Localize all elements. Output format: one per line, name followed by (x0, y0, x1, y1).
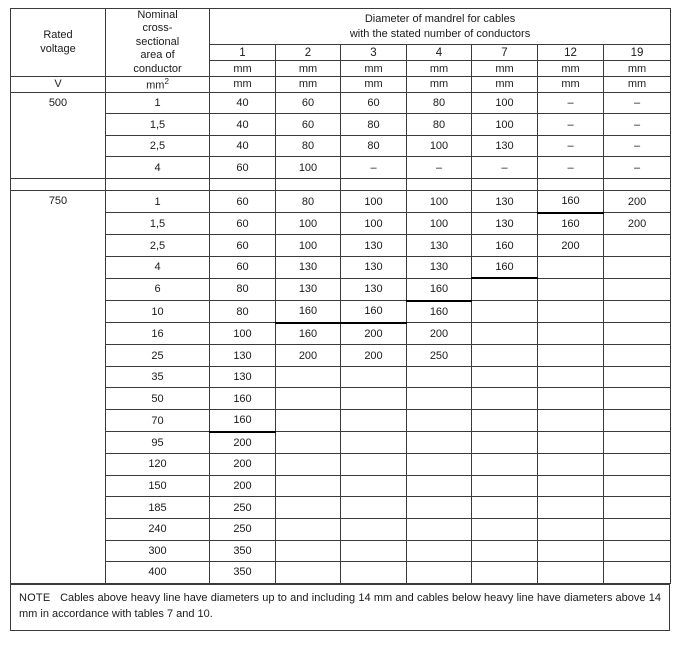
cell-mandrel-diameter: 100 (276, 235, 341, 257)
gap-cell (604, 179, 671, 191)
table-row (11, 256, 671, 278)
cell-nominal-area: 400 (106, 562, 210, 584)
cell-mandrel-diameter (407, 475, 472, 497)
cell-mandrel-diameter (604, 410, 671, 432)
cell-mandrel-diameter (538, 540, 604, 562)
cell-mandrel-diameter (341, 366, 407, 388)
cell-mandrel-diameter (604, 301, 671, 323)
note-text: Cables above heavy line have diameters up to and including 14 mm and cables below heavy line have diameters above 14 mm in accordance with tables 7 and 10. (19, 591, 661, 620)
unit-voltage: V (11, 77, 106, 93)
gap-cell (276, 179, 341, 191)
cell-mandrel-diameter: 40 (210, 114, 276, 136)
cell-mandrel-diameter: 100 (407, 191, 472, 213)
unit-mm-4: mm (407, 61, 472, 77)
cell-mandrel-diameter (341, 497, 407, 519)
header-mandrel-diameter-title (210, 9, 671, 45)
unit-area-text: mm (146, 79, 165, 92)
header-rated-voltage (11, 9, 106, 77)
unit-mm-7: mm (472, 61, 538, 77)
table-row (11, 301, 671, 323)
cell-mandrel-diameter (407, 518, 472, 540)
table-row (11, 366, 671, 388)
cell-mandrel-diameter (276, 388, 341, 410)
unit-mm-3: mm (341, 61, 407, 77)
table-row (11, 432, 671, 454)
cell-mandrel-diameter (472, 475, 538, 497)
cell-mandrel-diameter (407, 432, 472, 454)
cell-mandrel-diameter: 80 (276, 135, 341, 157)
cell-mandrel-diameter (604, 256, 671, 278)
cell-mandrel-diameter: 130 (276, 256, 341, 278)
header-conductors-1: 1 (210, 45, 276, 61)
cell-mandrel-diameter (604, 345, 671, 367)
cell-mandrel-diameter: 160 (472, 256, 538, 278)
cell-mandrel-diameter: 130 (210, 366, 276, 388)
cell-nominal-area: 1 (106, 191, 210, 213)
unit-mm-3b: mm (341, 77, 407, 93)
header-nominal-area (106, 9, 210, 77)
unit-mm-7b: mm (472, 77, 538, 93)
cell-mandrel-diameter (604, 540, 671, 562)
cell-mandrel-diameter (472, 497, 538, 519)
table-row (11, 518, 671, 540)
cell-mandrel-diameter: – (538, 157, 604, 179)
group-separator-row (11, 179, 671, 191)
cell-mandrel-diameter (276, 454, 341, 476)
cell-mandrel-diameter: 60 (276, 114, 341, 136)
cell-mandrel-diameter: 130 (472, 191, 538, 213)
cell-nominal-area: 300 (106, 540, 210, 562)
cell-mandrel-diameter: – (341, 157, 407, 179)
cell-mandrel-diameter: 100 (407, 213, 472, 235)
cell-rated-voltage: 750 (11, 191, 106, 584)
cell-mandrel-diameter: 80 (341, 135, 407, 157)
cell-mandrel-diameter (472, 323, 538, 345)
cell-mandrel-diameter (604, 366, 671, 388)
table-row (11, 157, 671, 179)
cell-mandrel-diameter (276, 518, 341, 540)
cell-mandrel-diameter (407, 562, 472, 584)
cell-mandrel-diameter (604, 562, 671, 584)
cell-mandrel-diameter (538, 410, 604, 432)
cell-mandrel-diameter: 160 (210, 410, 276, 432)
cell-mandrel-diameter: 100 (341, 213, 407, 235)
cell-mandrel-diameter: 350 (210, 562, 276, 584)
table-row (11, 345, 671, 367)
cell-mandrel-diameter (604, 388, 671, 410)
cell-mandrel-diameter (538, 345, 604, 367)
cell-nominal-area: 2,5 (106, 135, 210, 157)
note-paragraph (19, 591, 661, 623)
cell-mandrel-diameter: 250 (210, 518, 276, 540)
cell-mandrel-diameter (341, 454, 407, 476)
gap-cell (106, 179, 210, 191)
cell-mandrel-diameter (341, 410, 407, 432)
cell-mandrel-diameter (341, 518, 407, 540)
header-nominal-area-line4: area of (140, 49, 175, 62)
table-row (11, 497, 671, 519)
cell-mandrel-diameter: 160 (341, 301, 407, 323)
cell-mandrel-diameter (341, 388, 407, 410)
cell-mandrel-diameter: 130 (341, 278, 407, 300)
table-row (11, 388, 671, 410)
cell-mandrel-diameter: 160 (538, 191, 604, 213)
table-row (11, 410, 671, 432)
cell-mandrel-diameter (604, 278, 671, 300)
cell-mandrel-diameter (604, 518, 671, 540)
cell-mandrel-diameter (538, 454, 604, 476)
cell-mandrel-diameter: 60 (210, 157, 276, 179)
unit-mm-19: mm (604, 61, 671, 77)
cell-nominal-area: 2,5 (106, 235, 210, 257)
cell-mandrel-diameter: 250 (210, 497, 276, 519)
cell-nominal-area: 35 (106, 366, 210, 388)
cell-mandrel-diameter: – (604, 157, 671, 179)
cell-mandrel-diameter (341, 432, 407, 454)
unit-mm-2b: mm (276, 77, 341, 93)
cell-mandrel-diameter: 160 (407, 278, 472, 300)
cell-mandrel-diameter: 200 (407, 323, 472, 345)
cell-mandrel-diameter (538, 497, 604, 519)
cell-mandrel-diameter: 80 (276, 191, 341, 213)
header-nominal-area-line3: sectional (135, 35, 180, 48)
cell-mandrel-diameter: 130 (407, 256, 472, 278)
header-conductors-7: 7 (472, 45, 538, 61)
cell-mandrel-diameter: 80 (407, 92, 472, 114)
cell-mandrel-diameter (604, 497, 671, 519)
gap-cell (538, 179, 604, 191)
cell-mandrel-diameter (472, 432, 538, 454)
cell-mandrel-diameter: 200 (538, 235, 604, 257)
cell-rated-voltage: 500 (11, 92, 106, 178)
cell-mandrel-diameter: 160 (538, 213, 604, 235)
unit-mm-2: mm (276, 61, 341, 77)
cell-nominal-area: 1,5 (106, 213, 210, 235)
header-row-base-units (11, 77, 671, 93)
cell-mandrel-diameter: 160 (407, 301, 472, 323)
cell-mandrel-diameter (604, 235, 671, 257)
cell-mandrel-diameter: 80 (210, 278, 276, 300)
cell-mandrel-diameter: 100 (472, 114, 538, 136)
cell-mandrel-diameter: 200 (276, 345, 341, 367)
cell-mandrel-diameter (276, 562, 341, 584)
header-rated-voltage-line1: Rated (43, 29, 73, 42)
cell-mandrel-diameter: – (538, 114, 604, 136)
unit-area-exponent: 2 (164, 77, 169, 87)
cell-nominal-area: 1,5 (106, 114, 210, 136)
note-label: NOTE (19, 591, 51, 604)
cell-mandrel-diameter: 40 (210, 135, 276, 157)
cell-mandrel-diameter (472, 388, 538, 410)
table-row (11, 323, 671, 345)
cell-mandrel-diameter (472, 518, 538, 540)
cell-mandrel-diameter: – (472, 157, 538, 179)
cell-mandrel-diameter (472, 540, 538, 562)
table-row (11, 540, 671, 562)
cell-mandrel-diameter: 250 (407, 345, 472, 367)
cell-mandrel-diameter (604, 432, 671, 454)
cell-mandrel-diameter (341, 475, 407, 497)
header-mandrel-title-line1: Diameter of mandrel for cables (364, 13, 516, 26)
cell-mandrel-diameter: 130 (341, 235, 407, 257)
table-row (11, 454, 671, 476)
cell-mandrel-diameter: 200 (604, 191, 671, 213)
cell-mandrel-diameter: 80 (210, 301, 276, 323)
cell-mandrel-diameter (407, 366, 472, 388)
gap-cell (341, 179, 407, 191)
header-conductors-2: 2 (276, 45, 341, 61)
cell-mandrel-diameter: 40 (210, 92, 276, 114)
cell-mandrel-diameter: 160 (276, 323, 341, 345)
header-nominal-area-line2: cross- (142, 22, 173, 35)
cell-nominal-area: 25 (106, 345, 210, 367)
cell-nominal-area: 1 (106, 92, 210, 114)
cell-mandrel-diameter: 130 (472, 135, 538, 157)
cell-mandrel-diameter (276, 540, 341, 562)
cell-mandrel-diameter (538, 323, 604, 345)
cell-nominal-area: 10 (106, 301, 210, 323)
cell-mandrel-diameter: 100 (276, 213, 341, 235)
cell-mandrel-diameter (407, 388, 472, 410)
cell-mandrel-diameter: – (604, 135, 671, 157)
cell-mandrel-diameter: 80 (407, 114, 472, 136)
unit-mm-1b: mm (210, 77, 276, 93)
cell-mandrel-diameter: 60 (210, 213, 276, 235)
cell-mandrel-diameter: 130 (472, 213, 538, 235)
unit-mm-4b: mm (407, 77, 472, 93)
cell-mandrel-diameter (407, 540, 472, 562)
cell-mandrel-diameter: 130 (407, 235, 472, 257)
gap-cell (11, 179, 106, 191)
cell-mandrel-diameter: 60 (210, 256, 276, 278)
header-conductors-12: 12 (538, 45, 604, 61)
table-head (11, 9, 671, 93)
table-row (11, 475, 671, 497)
table-body (11, 92, 671, 583)
gap-cell (210, 179, 276, 191)
cell-nominal-area: 185 (106, 497, 210, 519)
cell-nominal-area: 16 (106, 323, 210, 345)
table-row (11, 135, 671, 157)
cell-mandrel-diameter (472, 366, 538, 388)
cell-mandrel-diameter: 160 (276, 301, 341, 323)
mandrel-diameter-table (10, 8, 671, 584)
cell-mandrel-diameter: 200 (604, 213, 671, 235)
cell-mandrel-diameter: 100 (210, 323, 276, 345)
cell-nominal-area: 4 (106, 256, 210, 278)
cell-mandrel-diameter (407, 454, 472, 476)
unit-mm-19b: mm (604, 77, 671, 93)
cell-mandrel-diameter (472, 410, 538, 432)
table-row (11, 278, 671, 300)
header-rated-voltage-line2: voltage (40, 42, 76, 55)
cell-mandrel-diameter: 130 (341, 256, 407, 278)
cell-mandrel-diameter: 100 (472, 92, 538, 114)
cell-mandrel-diameter: 350 (210, 540, 276, 562)
cell-mandrel-diameter: 80 (341, 114, 407, 136)
table-note (10, 584, 670, 631)
header-conductors-19: 19 (604, 45, 671, 61)
cell-mandrel-diameter (472, 562, 538, 584)
cell-mandrel-diameter (341, 562, 407, 584)
cell-nominal-area: 70 (106, 410, 210, 432)
unit-mm-12b: mm (538, 77, 604, 93)
cell-nominal-area: 150 (106, 475, 210, 497)
table-row (11, 114, 671, 136)
cell-mandrel-diameter: 160 (210, 388, 276, 410)
cell-mandrel-diameter: 200 (210, 454, 276, 476)
header-conductors-4: 4 (407, 45, 472, 61)
cell-mandrel-diameter (276, 497, 341, 519)
cell-mandrel-diameter: 60 (341, 92, 407, 114)
cell-mandrel-diameter: 100 (341, 191, 407, 213)
cell-mandrel-diameter (538, 475, 604, 497)
cell-mandrel-diameter: – (604, 114, 671, 136)
cell-mandrel-diameter: 130 (276, 278, 341, 300)
unit-mm-12: mm (538, 61, 604, 77)
cell-mandrel-diameter: 160 (472, 235, 538, 257)
table-row (11, 191, 671, 213)
cell-mandrel-diameter (276, 366, 341, 388)
table-row (11, 213, 671, 235)
header-conductors-3: 3 (341, 45, 407, 61)
cell-mandrel-diameter: – (538, 135, 604, 157)
cell-mandrel-diameter (538, 388, 604, 410)
cell-mandrel-diameter (538, 518, 604, 540)
cell-mandrel-diameter: 200 (341, 323, 407, 345)
gap-cell (407, 179, 472, 191)
cell-mandrel-diameter (604, 323, 671, 345)
cell-mandrel-diameter: 100 (407, 135, 472, 157)
cell-mandrel-diameter (538, 278, 604, 300)
cell-mandrel-diameter (538, 366, 604, 388)
cell-mandrel-diameter: – (407, 157, 472, 179)
cell-mandrel-diameter: 200 (210, 475, 276, 497)
cell-mandrel-diameter (276, 410, 341, 432)
header-nominal-area-line5: conductor (133, 62, 182, 75)
table-row (11, 92, 671, 114)
cell-mandrel-diameter: 200 (341, 345, 407, 367)
cell-mandrel-diameter (538, 301, 604, 323)
cell-mandrel-diameter: – (538, 92, 604, 114)
cell-mandrel-diameter: 100 (276, 157, 341, 179)
cell-mandrel-diameter: 130 (210, 345, 276, 367)
cell-nominal-area: 6 (106, 278, 210, 300)
cell-mandrel-diameter (604, 475, 671, 497)
header-mandrel-title-line2: with the stated number of conductors (349, 27, 531, 40)
cell-mandrel-diameter (472, 301, 538, 323)
gap-cell (472, 179, 538, 191)
cell-mandrel-diameter (538, 562, 604, 584)
cell-mandrel-diameter: 60 (210, 191, 276, 213)
unit-mm-1: mm (210, 61, 276, 77)
cell-nominal-area: 95 (106, 432, 210, 454)
cell-mandrel-diameter: 60 (276, 92, 341, 114)
cell-nominal-area: 50 (106, 388, 210, 410)
cell-mandrel-diameter (407, 497, 472, 519)
cell-mandrel-diameter (604, 454, 671, 476)
cell-mandrel-diameter (472, 454, 538, 476)
cell-mandrel-diameter (472, 345, 538, 367)
cell-nominal-area: 240 (106, 518, 210, 540)
header-row-titles (11, 9, 671, 45)
cell-mandrel-diameter (538, 432, 604, 454)
cell-mandrel-diameter: 60 (210, 235, 276, 257)
cell-mandrel-diameter (276, 432, 341, 454)
unit-area (106, 77, 210, 93)
cell-nominal-area: 120 (106, 454, 210, 476)
header-nominal-area-line1: Nominal (137, 9, 178, 21)
cell-mandrel-diameter (472, 278, 538, 300)
table-row (11, 235, 671, 257)
cell-mandrel-diameter (341, 540, 407, 562)
cell-mandrel-diameter (276, 475, 341, 497)
cell-mandrel-diameter (538, 256, 604, 278)
cell-mandrel-diameter: 200 (210, 432, 276, 454)
cell-mandrel-diameter: – (604, 92, 671, 114)
cell-nominal-area: 4 (106, 157, 210, 179)
cell-mandrel-diameter (407, 410, 472, 432)
table-row (11, 562, 671, 584)
